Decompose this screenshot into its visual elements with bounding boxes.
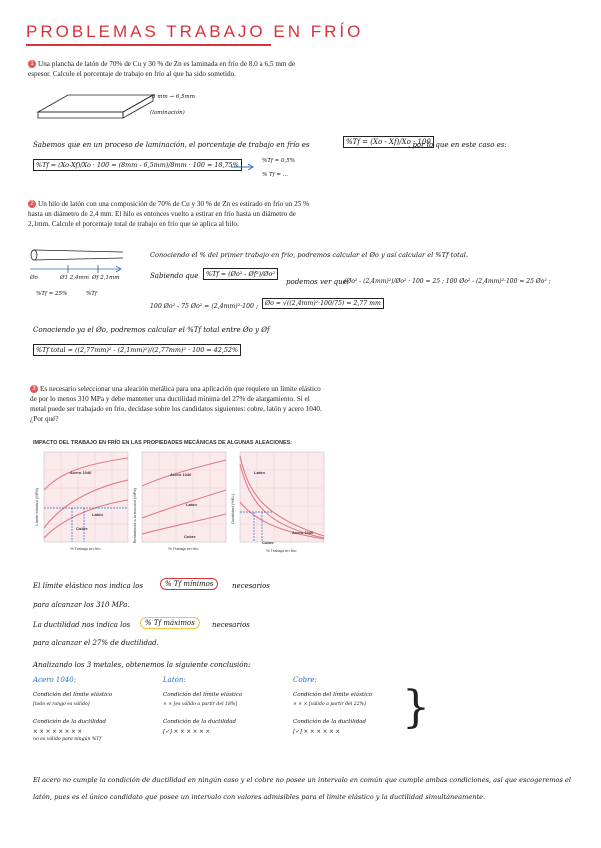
wire-label-d1: Ø1 2,4mm — [60, 275, 89, 281]
title-underline — [26, 44, 271, 46]
p1-result-box: %Tf = (Xo-Xf)/Xo · 100 = (8mm - 6,5mm)/8mm · 100 = 18,75% — [33, 159, 242, 171]
p1-arrow-sub: % Tf = ... — [262, 172, 289, 178]
column-title: Acero 1040: — [33, 676, 77, 684]
condition-yield-range: × × × [válido a partir del 22%] — [293, 702, 366, 707]
wire-tf-second: %Tf — [86, 291, 97, 297]
p1-solution-line: Sabemos que en un proceso de laminación, el porcentaje de trabajo en frío es — [33, 141, 310, 149]
plate-dimensions: 8 mm → 6,5mm — [152, 94, 195, 100]
wire-tf-first: %Tf = 25% — [36, 291, 68, 297]
condition-ductility-range: × × × × × × × × — [33, 729, 83, 735]
column-laton — [163, 676, 288, 735]
condition-yield: Condición del límite elástico — [293, 692, 373, 698]
p2-line-2b: podemos ver que: — [286, 278, 350, 286]
chart-3-ylabel: Ductilidad (%EL) — [230, 494, 235, 524]
page-title: PROBLEMAS TRABAJO EN FRÍO — [26, 22, 364, 41]
p2-equation-2: 100 Øo² - 75 Øo² = (2,4mm)²·100 ; — [150, 303, 259, 310]
p3-line-d: para alcanzar el 27% de ductilidad. — [33, 639, 159, 647]
arrow-icon — [230, 163, 256, 171]
column-acero — [33, 676, 158, 742]
condition-ductility-range: [✓] × × × × × × — [293, 729, 341, 735]
chart-2-label-acero: Acero 1040 — [170, 472, 192, 477]
closing-brace: } — [402, 682, 430, 733]
condition-ductility-note: no es válido para ningún %Tf — [33, 737, 102, 742]
p3-conclusion: El acero no cumple la condición de ductilidad en ningún caso y el cobre no posee un intervalo en común que cumple ambas condiciones, así que escogeremos el latón, pues es el único candidato que posee un intervalo con valores admisibles para el límite elástico y la ductilidad simultáneamente. — [33, 776, 571, 801]
p3-circle-minimos: % Tf mínimos — [160, 578, 218, 590]
p3-line-a: El límite elástico nos indica los — [33, 582, 144, 590]
chart-1-ylabel: Límite elástico (MPa) — [34, 488, 39, 526]
condition-ductility: Condición de la ductilidad — [163, 719, 237, 725]
problem-3-statement — [30, 384, 322, 424]
chart-yield-strength — [36, 450, 131, 556]
p3-line-b: para alcanzar los 310 MPa. — [33, 601, 130, 609]
chart-2-label-laton: Latón — [186, 502, 197, 507]
condition-ductility: Condición de la ductilidad — [293, 719, 367, 725]
chart-2-label-cobre: Cobre — [184, 534, 196, 539]
chart-3-label-acero: Acero 1040 — [292, 530, 314, 535]
p2-line-2: Sabiendo que — [150, 272, 199, 280]
p3-line-c-tail: necesarios — [212, 621, 250, 629]
problem-3-text: Es necesario seleccionar una aleación metálica para una aplicación que requiere un límite elástico de por lo menos 310 MPa y debe mantener una ductilidad mínima del 27% de alargamiento. Si el metal puede ser trabajado en frío, decídase sobre los candidatos siguientes: cobre, latón y acero 1040. ¿Por qué? — [30, 385, 322, 423]
problem-2-text: Un hilo de latón con una composición de 70% de Cu y 30 % de Zn es estirado en frío un 25 % hasta un diámetro de 2,4 mm. El hilo es entonces vuelto a estirar en frío hasta un diámetro de 2,1mm. Calcule el porcentaje total de trabajo en frío que se aplica al hilo. — [28, 200, 310, 228]
chart-ductility — [232, 450, 327, 556]
condition-yield-range: × × [es válido a partir del 18%] — [163, 702, 238, 707]
p1-formula-box: %Tf = (Xo - Xf)/Xo · 100 — [343, 136, 434, 148]
condition-yield: Condición del límite elástico — [33, 692, 113, 698]
chart-2-ylabel: Resistencia a la tracción (MPa) — [132, 488, 137, 544]
chart-2-xlabel: % Trabajo en frío — [168, 546, 199, 551]
p2-formula-box: %Tf = (Øo² - Øf²)/Øo² — [203, 268, 278, 280]
p3-circle-maximos: % Tf máximos — [140, 617, 200, 629]
chart-tensile-strength — [134, 450, 229, 556]
problem-2-statement — [28, 199, 318, 229]
p2-line-1: Conociendo el % del primer trabajo en frío, podremos calcular el Øo y así calcular el %Tf total. — [150, 251, 468, 259]
chart-1-xlabel: % Trabajo en frío — [70, 546, 101, 551]
p3-line-a-tail: necesarios — [232, 582, 270, 590]
chart-1-label-cobre: Cobre — [76, 526, 88, 531]
p1-solution-tail: , por lo que en este caso es: — [408, 141, 507, 149]
chart-3-label-laton: Latón — [254, 470, 265, 475]
figure-title: IMPACTO DEL TRABAJO EN FRÍO EN LAS PROPIEDADES MECÁNICAS DE ALGUNAS ALEACIONES: — [33, 440, 292, 446]
condition-yield-range: [todo el rango es válido] — [33, 702, 90, 707]
column-title: Latón: — [163, 676, 186, 684]
chart-3-xlabel: % Trabajo en frío — [266, 548, 297, 553]
plate-process-label: (laminación) — [150, 110, 185, 116]
column-cobre — [293, 676, 413, 735]
problem-number-badge: 3 — [30, 385, 38, 393]
condition-ductility-range: [✓] × × × × × × — [163, 729, 211, 735]
chart-1-label-laton: Latón — [92, 512, 103, 517]
problem-1-statement — [28, 59, 318, 79]
chart-3-label-cobre: Cobre — [262, 540, 274, 545]
p2-equation-1: (Øo² - (2,4mm)²)/Øo² · 100 = 25 ; 100 Øo² - (2,4mm)²·100 = 25 Øo² ; — [344, 278, 551, 285]
p2-diameter-result: Øo = √((2,4mm)²·100/75) = 2,77 mm — [262, 298, 384, 309]
condition-yield: Condición del límite elástico — [163, 692, 243, 698]
p3-line-c: La ductilidad nos indica los — [33, 621, 131, 629]
chart-1-label-acero: Acero 1040 — [70, 470, 92, 475]
p2-result-box: %Tf total = ((2,77mm)² - (2,1mm)²)/(2,77mm)² · 100 = 42,52% — [33, 344, 241, 356]
plate-sketch — [28, 90, 158, 130]
problem-number-badge: 2 — [28, 200, 36, 208]
p2-line-3: Conociendo ya el Øo, podremos calcular el %Tf total entre Øo y Øf — [33, 326, 270, 334]
problem-number-badge: 1 — [28, 60, 36, 68]
problem-1-text: Una plancha de latón de 70% de Cu y 30 % de Zn es laminada en frío de 8,0 a 6,5 mm de espesor. Calcule el porcentaje de trabajo en frío al que ha sido sometido. — [28, 60, 296, 78]
p3-analysis: Analizando los 3 metales, obtenemos la siguiente conclusión: — [33, 661, 251, 669]
p1-arrow-note: %Tf = 0,5% — [262, 158, 296, 164]
column-title: Cobre: — [293, 676, 317, 684]
condition-ductility: Condición de la ductilidad — [33, 719, 107, 725]
wire-label-df: Øf 2,1mm — [92, 275, 120, 281]
wire-label-d0: Øo — [30, 275, 38, 281]
